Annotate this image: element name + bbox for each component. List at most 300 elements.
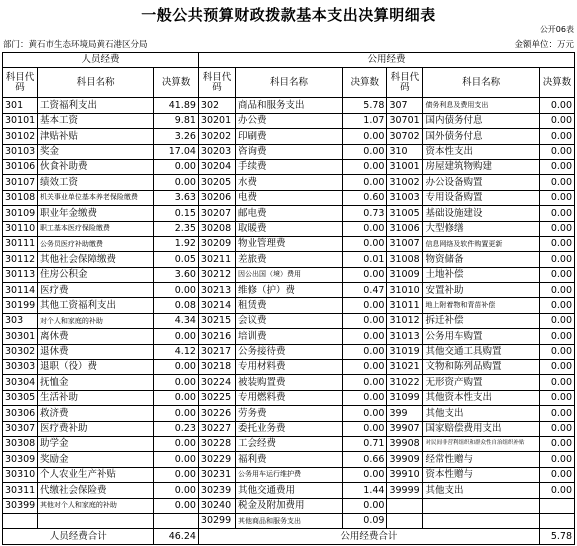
cell-code: 310 [387, 144, 423, 159]
cell-name: 办公设备购置 [423, 175, 540, 190]
cell-code: 30102 [3, 129, 38, 144]
cell-amount: 0.00 [539, 313, 574, 328]
cell-name: 电费 [235, 190, 342, 205]
cell-code: 399 [387, 406, 423, 421]
cell-amount: 0.00 [539, 298, 574, 313]
cell-name: 其他支出 [423, 406, 540, 421]
cell-code: 30239 [198, 483, 235, 498]
cell-name: 职工基本医疗保险缴费 [37, 221, 154, 236]
cell-amount: 0.00 [539, 467, 574, 482]
cell-code: 30215 [198, 313, 235, 328]
cell-name: 国内债务付息 [423, 113, 540, 128]
cell-amount [154, 513, 198, 528]
cell-code: 30101 [3, 113, 38, 128]
cell-code: 30231 [198, 467, 235, 482]
cell-name: 对民间非营利组织和群众性自治组织补贴 [423, 436, 540, 451]
cell-code: 30309 [3, 452, 38, 467]
cell-code: 30301 [3, 329, 38, 344]
cell-amount: 0.73 [342, 206, 386, 221]
cell-code: 30217 [198, 344, 235, 359]
cell-name: 无形资产购置 [423, 375, 540, 390]
cell-amount: 1.92 [154, 236, 198, 251]
cell-code: 30208 [198, 221, 235, 236]
cell-code: 30106 [3, 159, 38, 174]
cell-amount: 0.08 [154, 298, 198, 313]
cell-amount: 0.00 [539, 283, 574, 298]
cell-amount: 0.00 [342, 129, 386, 144]
cell-name: 个人农业生产补贴 [37, 467, 154, 482]
cell-code: 39908 [387, 436, 423, 451]
table-row [3, 129, 575, 144]
cell-name: 经常性赠与 [423, 452, 540, 467]
cell-amount: 0.00 [154, 390, 198, 405]
cell-name: 物资储备 [423, 252, 540, 267]
cell-amount: 0.00 [539, 206, 574, 221]
table-row [3, 190, 575, 205]
cell-amount: 0.00 [154, 283, 198, 298]
cell-name: 奖励金 [37, 452, 154, 467]
cell-name: 公务用车运行维护费 [235, 467, 342, 482]
table-row [3, 452, 575, 467]
cell-amount: 5.78 [342, 98, 386, 113]
cell-amount [539, 513, 574, 528]
cell-amount: 0.00 [539, 452, 574, 467]
col-amount-header: 决算数 [539, 68, 574, 98]
cell-amount: 4.34 [154, 313, 198, 328]
table-row [3, 360, 575, 375]
cell-code: 31001 [387, 159, 423, 174]
cell-name: 取暖费 [235, 221, 342, 236]
cell-amount: 0.00 [154, 436, 198, 451]
cell-name: 劳务费 [235, 406, 342, 421]
cell-name: 专用材料费 [235, 360, 342, 375]
table-row [3, 236, 575, 251]
table-row [3, 298, 575, 313]
cell-amount: 0.00 [539, 129, 574, 144]
cell-name: 伙食补助费 [37, 159, 154, 174]
cell-code: 30207 [198, 206, 235, 221]
cell-code: 31003 [387, 190, 423, 205]
cell-name: 代缴社会保险费 [37, 483, 154, 498]
cell-name: 资本性赠与 [423, 467, 540, 482]
cell-name: 差旅费 [235, 252, 342, 267]
col-code-header: 科目代码 [3, 68, 38, 98]
cell-name: 资本性支出 [423, 144, 540, 159]
table-row [3, 421, 575, 436]
cell-code: 30202 [198, 129, 235, 144]
cell-name: 绩效工资 [37, 175, 154, 190]
cell-name: 离休费 [37, 329, 154, 344]
table-row [3, 436, 575, 451]
cell-amount: 0.00 [539, 252, 574, 267]
cell-amount: 3.63 [154, 190, 198, 205]
cell-code: 30701 [387, 113, 423, 128]
cell-name: 公务接待费 [235, 344, 342, 359]
cell-name: 职业年金缴费 [37, 206, 154, 221]
page-title: 一般公共预算财政拨款基本支出决算明细表 [141, 6, 436, 24]
table-row [3, 406, 575, 421]
cell-name: 其他资本性支出 [423, 390, 540, 405]
cell-name: 津贴补贴 [37, 129, 154, 144]
cell-amount: 0.00 [342, 175, 386, 190]
cell-code: 30702 [387, 129, 423, 144]
col-code-header: 科目代码 [387, 68, 423, 98]
cell-name: 拆迁补偿 [423, 313, 540, 328]
cell-code: 39909 [387, 452, 423, 467]
cell-amount: 0.00 [342, 406, 386, 421]
table-row [3, 375, 575, 390]
cell-name: 其他对个人和家庭的补助 [37, 498, 154, 513]
cell-code: 39999 [387, 483, 423, 498]
cell-amount: 0.00 [342, 421, 386, 436]
cell-amount: 1.44 [342, 483, 386, 498]
cell-name: 医疗费 [37, 283, 154, 298]
cell-code: 31005 [387, 206, 423, 221]
cell-name: 机关事业单位基本养老保险缴费 [37, 190, 154, 205]
expenditure-table [2, 52, 575, 545]
cell-name: 培训费 [235, 329, 342, 344]
cell-name: 手续费 [235, 159, 342, 174]
cell-name: 维修（护）费 [235, 283, 342, 298]
cell-amount: 0.00 [539, 159, 574, 174]
table-row [3, 283, 575, 298]
cell-code: 30240 [198, 498, 235, 513]
cell-name: 其他交通工具购置 [423, 344, 540, 359]
cell-code: 30399 [3, 498, 38, 513]
cell-code [387, 513, 423, 528]
cell-code: 30204 [198, 159, 235, 174]
cell-code: 30111 [3, 236, 38, 251]
cell-amount [539, 498, 574, 513]
cell-amount: 0.00 [342, 360, 386, 375]
cell-amount: 0.00 [342, 221, 386, 236]
cell-name: 工资福利支出 [37, 98, 154, 113]
cell-name: 文物和陈列品购置 [423, 360, 540, 375]
cell-name: 其他支出 [423, 483, 540, 498]
cell-amount: 0.00 [539, 360, 574, 375]
cell-amount: 0.60 [342, 190, 386, 205]
cell-code: 30103 [3, 144, 38, 159]
unit-label: 金额单位：万元 [514, 40, 574, 50]
cell-name: 对个人和家庭的补助 [37, 313, 154, 328]
cell-amount: 0.00 [539, 267, 574, 282]
cell-code: 30303 [3, 360, 38, 375]
table-row [3, 483, 575, 498]
cell-code: 30216 [198, 329, 235, 344]
cell-name [423, 513, 540, 528]
cell-name: 工会经费 [235, 436, 342, 451]
cell-code: 30107 [3, 175, 38, 190]
cell-name: 咨询费 [235, 144, 342, 159]
form-number: 公开06表 [539, 25, 574, 34]
cell-code: 30203 [198, 144, 235, 159]
cell-name: 委托业务费 [235, 421, 342, 436]
cell-code: 31021 [387, 360, 423, 375]
table-row [3, 98, 575, 113]
cell-name: 公务员医疗补助缴费 [37, 236, 154, 251]
cell-code: 30211 [198, 252, 235, 267]
cell-name: 福利费 [235, 452, 342, 467]
cell-code: 31006 [387, 221, 423, 236]
table-row [3, 175, 575, 190]
cell-amount: 9.81 [154, 113, 198, 128]
cell-code: 30307 [3, 421, 38, 436]
cell-name: 抚恤金 [37, 375, 154, 390]
cell-amount: 0.71 [342, 436, 386, 451]
table-row [3, 513, 575, 528]
table-row [3, 159, 575, 174]
cell-amount: 0.00 [342, 313, 386, 328]
cell-amount: 0.00 [342, 236, 386, 251]
cell-name: 奖金 [37, 144, 154, 159]
cell-amount: 0.00 [342, 329, 386, 344]
public-total-value: 5.78 [539, 529, 574, 544]
cell-amount: 0.00 [539, 144, 574, 159]
cell-code: 30112 [3, 252, 38, 267]
cell-name: 退休费 [37, 344, 154, 359]
cell-amount: 0.09 [342, 513, 386, 528]
cell-name: 国家赔偿费用支出 [423, 421, 540, 436]
public-total-label: 公用经费合计 [198, 529, 539, 544]
cell-code: 30199 [3, 298, 38, 313]
cell-amount: 0.23 [154, 421, 198, 436]
col-amount-header: 决算数 [154, 68, 198, 98]
personnel-total-label: 人员经费合计 [3, 529, 154, 544]
cell-code: 30218 [198, 360, 235, 375]
cell-name: 专用设备购置 [423, 190, 540, 205]
cell-amount: 4.12 [154, 344, 198, 359]
cell-code: 30226 [198, 406, 235, 421]
cell-name: 税金及附加费用 [235, 498, 342, 513]
table-row [3, 252, 575, 267]
cell-name: 办公费 [235, 113, 342, 128]
cell-amount: 0.00 [154, 329, 198, 344]
cell-name: 信息网络及软件购置更新 [423, 236, 540, 251]
cell-amount: 2.35 [154, 221, 198, 236]
cell-name: 基本工资 [37, 113, 154, 128]
cell-amount: 0.00 [154, 452, 198, 467]
cell-code: 30310 [3, 467, 38, 482]
cell-amount: 0.00 [154, 406, 198, 421]
cell-code: 30113 [3, 267, 38, 282]
cell-name: 印刷费 [235, 129, 342, 144]
cell-amount: 0.00 [539, 390, 574, 405]
cell-name: 公务用车购置 [423, 329, 540, 344]
cell-code: 30228 [198, 436, 235, 451]
cell-code: 301 [3, 98, 38, 113]
cell-code: 30110 [3, 221, 38, 236]
cell-code: 30114 [3, 283, 38, 298]
col-amount-header: 决算数 [342, 68, 386, 98]
cell-code: 31002 [387, 175, 423, 190]
cell-name [423, 498, 540, 513]
cell-code: 31099 [387, 390, 423, 405]
cell-amount: 0.00 [154, 498, 198, 513]
cell-amount: 0.00 [539, 113, 574, 128]
cell-code: 30225 [198, 390, 235, 405]
cell-code: 303 [3, 313, 38, 328]
cell-amount: 0.00 [154, 159, 198, 174]
cell-amount: 0.00 [539, 221, 574, 236]
cell-amount: 3.26 [154, 129, 198, 144]
cell-amount: 0.00 [539, 329, 574, 344]
cell-amount: 0.01 [342, 252, 386, 267]
cell-code: 302 [198, 98, 235, 113]
cell-amount: 0.00 [539, 344, 574, 359]
cell-name: 救济费 [37, 406, 154, 421]
cell-amount: 0.00 [539, 436, 574, 451]
personnel-header: 人员经费 [3, 53, 199, 68]
cell-name: 土地补偿 [423, 267, 540, 282]
cell-code: 307 [387, 98, 423, 113]
cell-code: 31013 [387, 329, 423, 344]
cell-code: 31009 [387, 267, 423, 282]
cell-code: 30109 [3, 206, 38, 221]
cell-code: 30209 [198, 236, 235, 251]
cell-name: 大型修缮 [423, 221, 540, 236]
cell-code: 39907 [387, 421, 423, 436]
cell-code: 30108 [3, 190, 38, 205]
cell-code: 30302 [3, 344, 38, 359]
cell-amount: 0.00 [154, 175, 198, 190]
cell-amount: 0.00 [539, 98, 574, 113]
cell-code: 30299 [198, 513, 235, 528]
cell-amount: 0.00 [539, 175, 574, 190]
cell-code: 31019 [387, 344, 423, 359]
cell-name: 房屋建筑物购建 [423, 159, 540, 174]
col-name-header: 科目名称 [235, 68, 342, 98]
cell-name: 水费 [235, 175, 342, 190]
cell-amount: 0.00 [539, 375, 574, 390]
cell-amount: 0.00 [342, 144, 386, 159]
cell-amount: 0.00 [154, 360, 198, 375]
cell-amount: 0.00 [342, 267, 386, 282]
cell-code: 30213 [198, 283, 235, 298]
cell-amount: 0.00 [539, 236, 574, 251]
cell-name: 租赁费 [235, 298, 342, 313]
cell-code: 30304 [3, 375, 38, 390]
cell-name: 住房公积金 [37, 267, 154, 282]
table-row [3, 467, 575, 482]
cell-amount: 0.00 [342, 298, 386, 313]
cell-amount: 0.47 [342, 283, 386, 298]
cell-code: 30308 [3, 436, 38, 451]
cell-amount: 0.00 [342, 344, 386, 359]
col-code-header: 科目代码 [198, 68, 235, 98]
table-row [3, 313, 575, 328]
cell-code: 30229 [198, 452, 235, 467]
cell-amount: 0.00 [342, 498, 386, 513]
cell-name: 其他商品和服务支出 [235, 513, 342, 528]
cell-name: 物业管理费 [235, 236, 342, 251]
cell-name: 邮电费 [235, 206, 342, 221]
cell-amount: 17.04 [154, 144, 198, 159]
cell-name: 助学金 [37, 436, 154, 451]
cell-code: 30205 [198, 175, 235, 190]
cell-name: 专用燃料费 [235, 390, 342, 405]
cell-name [37, 513, 154, 528]
cell-amount: 0.66 [342, 452, 386, 467]
cell-code: 31022 [387, 375, 423, 390]
cell-code: 30305 [3, 390, 38, 405]
cell-code: 30306 [3, 406, 38, 421]
cell-amount: 0.05 [154, 252, 198, 267]
cell-code: 30311 [3, 483, 38, 498]
cell-amount: 0.00 [342, 375, 386, 390]
cell-name: 其他交通费用 [235, 483, 342, 498]
cell-amount: 0.00 [539, 190, 574, 205]
cell-name: 其他社会保障缴费 [37, 252, 154, 267]
department-label: 部门：黄石市生态环境局黄石港区分局 [3, 40, 148, 50]
cell-code: 30224 [198, 375, 235, 390]
cell-code [3, 513, 38, 528]
table-row [3, 144, 575, 159]
cell-code: 30212 [198, 267, 235, 282]
cell-name: 债务利息及费用支出 [423, 98, 540, 113]
cell-amount: 41.89 [154, 98, 198, 113]
table-row [3, 390, 575, 405]
cell-amount: 0.00 [154, 467, 198, 482]
table-body [3, 98, 575, 529]
table-row [3, 113, 575, 128]
table-row [3, 344, 575, 359]
cell-code: 31012 [387, 313, 423, 328]
cell-name: 医疗费补助 [37, 421, 154, 436]
cell-amount: 0.00 [154, 483, 198, 498]
cell-amount: 1.07 [342, 113, 386, 128]
cell-amount: 0.15 [154, 206, 198, 221]
cell-amount: 0.00 [539, 406, 574, 421]
cell-amount: 0.00 [342, 390, 386, 405]
cell-name: 地上附着物和青苗补偿 [423, 298, 540, 313]
cell-code [387, 498, 423, 513]
cell-name: 会议费 [235, 313, 342, 328]
cell-code: 30201 [198, 113, 235, 128]
table-row [3, 267, 575, 282]
public-header: 公用经费 [198, 53, 574, 68]
cell-amount: 0.00 [539, 483, 574, 498]
cell-amount: 0.00 [154, 375, 198, 390]
cell-code: 39910 [387, 467, 423, 482]
cell-name: 商品和服务支出 [235, 98, 342, 113]
cell-name: 生活补助 [37, 390, 154, 405]
cell-name: 被装购置费 [235, 375, 342, 390]
cell-code: 30214 [198, 298, 235, 313]
cell-code: 30206 [198, 190, 235, 205]
cell-code: 31011 [387, 298, 423, 313]
cell-name: 退职（役）费 [37, 360, 154, 375]
table-row [3, 221, 575, 236]
table-row [3, 206, 575, 221]
cell-name: 因公出国（境）费用 [235, 267, 342, 282]
col-name-header: 科目名称 [37, 68, 154, 98]
table-row [3, 329, 575, 344]
cell-name: 基础设施建设 [423, 206, 540, 221]
col-name-header: 科目名称 [423, 68, 540, 98]
cell-amount: 0.00 [539, 421, 574, 436]
personnel-total-value: 46.24 [154, 529, 198, 544]
cell-name: 安置补助 [423, 283, 540, 298]
cell-code: 30227 [198, 421, 235, 436]
cell-amount: 0.00 [342, 467, 386, 482]
cell-code: 31007 [387, 236, 423, 251]
cell-code: 31010 [387, 283, 423, 298]
cell-amount: 0.00 [342, 159, 386, 174]
cell-name: 国外债务付息 [423, 129, 540, 144]
cell-code: 31008 [387, 252, 423, 267]
table-row [3, 498, 575, 513]
cell-amount: 3.60 [154, 267, 198, 282]
